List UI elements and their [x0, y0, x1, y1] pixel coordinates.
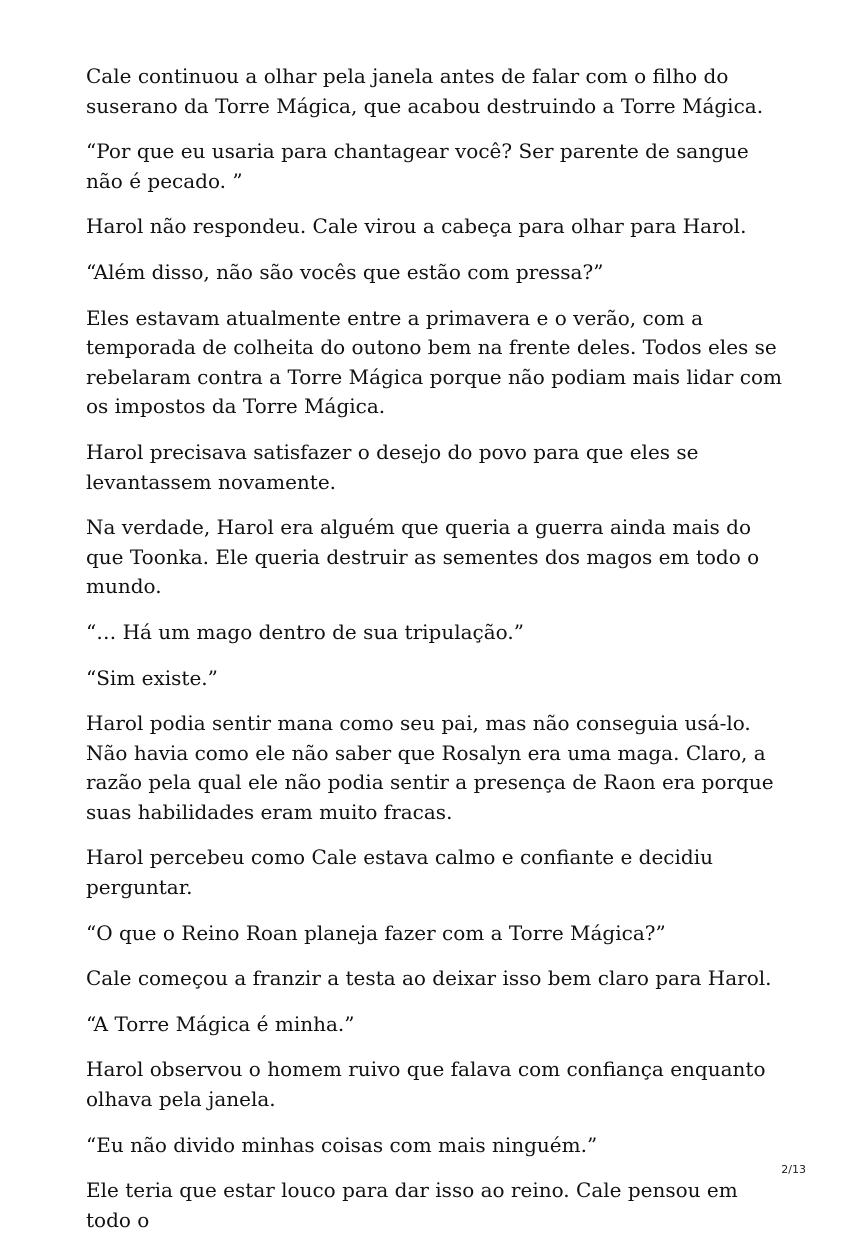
paragraph-10: Harol podia sentir mana como seu pai, mas não conseguia usá-lo. Não havia como ele não saber que Rosalyn era uma maga. Claro, a razão pela qual ele não podia sentir a presença de Raon era porque suas habilidades eram muito fracas.: [86, 711, 774, 824]
paragraph-9: “Sim existe.”: [86, 665, 218, 690]
paragraph-16: “Eu não divido minhas coisas com mais ninguém.”: [86, 1132, 598, 1157]
paragraph-14: “A Torre Mágica é minha.”: [86, 1011, 355, 1036]
paragraph-13: Cale começou a franzir a testa ao deixar isso bem claro para Harol.: [86, 966, 772, 991]
paragraph-5: Eles estavam atualmente entre a primavera e o verão, com a temporada de colheita do outono bem na frente deles. Todos eles se rebelaram contra a Torre Mágica porque não podiam mais lidar com os impostos da Torre Mágica.: [86, 305, 782, 419]
paragraph-4: “Além disso, não são vocês que estão com pressa?”: [86, 259, 604, 284]
paragraph-15: Harol observou o homem ruivo que falava com confiança enquanto olhava pela janela.: [86, 1057, 766, 1112]
paragraph-7: Na verdade, Harol era alguém que queria a guerra ainda mais do que Toonka. Ele queria destruir as sementes dos magos em todo o mundo.: [86, 515, 760, 599]
paragraph-3: Harol não respondeu. Cale virou a cabeça para olhar para Harol.: [86, 214, 747, 239]
page-number: 2/13: [781, 1163, 806, 1176]
document-body: [86, 62, 786, 1251]
paragraph-11: Harol percebeu como Cale estava calmo e confiante e decidiu perguntar.: [86, 845, 713, 900]
paragraph-2: “Por que eu usaria para chantagear você? Ser parente de sangue não é pecado. ”: [86, 139, 749, 193]
paragraph-1: Cale continuou a olhar pela janela antes de falar com o filho do suserano da Torre Mágica, que acabou destruindo a Torre Mágica.: [86, 64, 764, 118]
paragraph-8: “… Há um mago dentro de sua tripulação.”: [86, 619, 524, 644]
paragraph-12: “O que o Reino Roan planeja fazer com a Torre Mágica?”: [86, 920, 666, 945]
paragraph-6: Harol precisava satisfazer o desejo do povo para que eles se levantassem novamente.: [86, 439, 699, 494]
paragraph-17: Ele teria que estar louco para dar isso ao reino. Cale pensou em todo o: [86, 1178, 738, 1232]
